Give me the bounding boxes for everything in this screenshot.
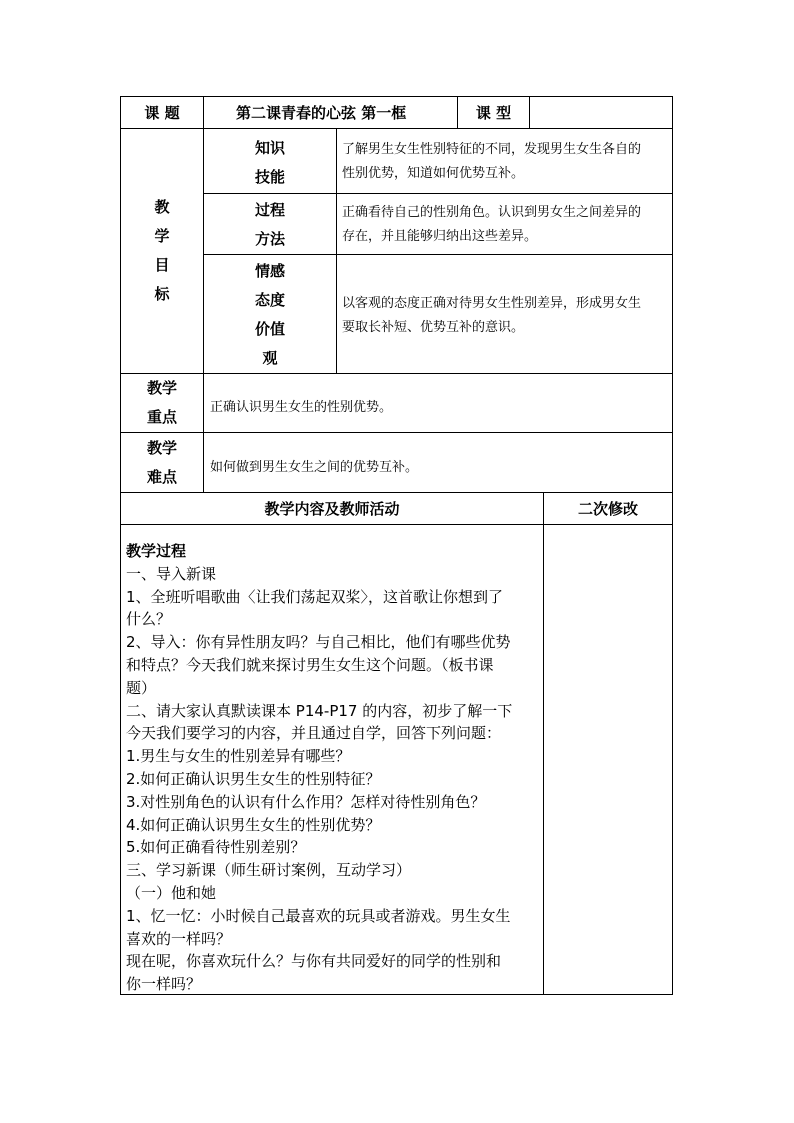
key-point-label-line: 重点: [146, 408, 177, 426]
key-point-label-line: 教学: [146, 379, 177, 397]
process-line: 3.对性别角色的认识有什么作用？怎样对待性别角色？: [126, 792, 486, 811]
table-border-right: [672, 96, 673, 995]
type-label: 课 型: [475, 104, 512, 122]
difficulty-label-line: 教学: [146, 438, 177, 457]
content-activity-header: 教学内容及教师活动: [264, 500, 400, 518]
process-line: 三、学习新课（师生研讨案例，互动学习）: [126, 861, 412, 880]
process-line: 现在呢，你喜欢玩什么？与你有共同爱好的同学的性别和: [126, 952, 502, 971]
process-line: 2.如何正确认识男生女生的性别特征？: [126, 769, 381, 788]
difficulty-label: [121, 433, 203, 492]
revision-header: 二次修改: [577, 500, 638, 518]
objective-label-line: 知识: [254, 139, 285, 157]
process-line: 2、导入：你有异性朋友吗？与自己相比，他们有哪些优势: [126, 633, 511, 652]
difficulty-label-line: 难点: [146, 467, 177, 486]
process-method-content: [342, 201, 670, 249]
objective-label-line: 技能: [254, 168, 285, 186]
objectives-label-char: 目: [154, 256, 170, 274]
process-line: 和特点？今天我们就来探讨男生女生这个问题。（板书课: [126, 655, 494, 674]
objectives-label-char: 教: [154, 198, 170, 216]
process-line: 喜欢的一样吗？: [126, 929, 232, 948]
objective-label-line: 情感: [254, 262, 285, 280]
objective-label-line: 态度: [254, 291, 285, 309]
objectives-label: [121, 129, 203, 373]
objective-content-line: 正确看待自己的性别角色。认识到男女生之间差异的: [342, 205, 642, 220]
attitude-values-content: [342, 292, 670, 340]
knowledge-skill-label: [204, 133, 336, 193]
objectives-label-char: 标: [154, 285, 170, 303]
table-divider: [203, 254, 673, 255]
process-line: 5.如何正确看待性别差别？: [126, 838, 306, 857]
attitude-values-label: [204, 257, 336, 373]
objectives-label-char: 学: [154, 227, 170, 245]
objective-label-line: 方法: [254, 230, 285, 248]
teaching-process-content: [126, 540, 540, 996]
process-line: 4.如何正确认识男生女生的性别优势？: [126, 815, 381, 834]
key-point-label: [121, 374, 203, 432]
process-line: 什么？: [126, 610, 172, 629]
table-divider: [336, 128, 337, 374]
process-line: 你一样吗？: [126, 975, 202, 994]
process-method-label: [204, 196, 336, 254]
knowledge-skill-content: [342, 138, 670, 186]
topic-label: 课 题: [144, 104, 180, 122]
process-line: （一）他和她: [126, 883, 217, 902]
process-line: 1、忆一忆：小时候自己最喜欢的玩具或者游戏。男生女生: [126, 906, 511, 925]
objective-content-line: 性别优势，知道如何优势互补。: [342, 166, 525, 181]
table-divider: [203, 193, 673, 194]
process-line: 今天我们要学习的内容，并且通过自学，回答下列问题：: [126, 724, 502, 743]
objective-label-line: 观: [262, 349, 278, 367]
key-point-content: 正确认识男生女生的性别优势。: [210, 400, 393, 415]
objective-content-line: 了解男生女生性别特征的不同，发现男生女生各自的: [342, 142, 642, 157]
objective-content-line: 以客观的态度正确对待男女生性别差异，形成男女生: [342, 296, 642, 311]
difficulty-content: 如何做到男生女生之间的优势互补。: [210, 460, 419, 475]
objective-label-line: 过程: [254, 201, 285, 219]
process-line: 题）: [126, 678, 157, 697]
objective-content-line: 要取长补短、优势互补的意识。: [342, 320, 525, 335]
process-line: 一、导入新课: [126, 564, 217, 583]
process-line: 教学过程: [126, 542, 187, 560]
topic-value: 第二课青春的心弦 第一框: [236, 104, 407, 122]
objective-label-line: 价值: [254, 320, 285, 338]
type-value: [530, 97, 672, 128]
process-line: 1.男生与女生的性别差异有哪些？: [126, 747, 351, 766]
objective-content-line: 存在，并且能够归纳出这些差异。: [342, 229, 538, 244]
process-line: 1、全班听唱歌曲〈让我们荡起双桨〉，这首歌让你想到了: [126, 587, 504, 606]
process-line: 二、请大家认真默读课本 P14-P17 的内容，初步了解一下: [126, 701, 513, 720]
revision-column: [544, 525, 672, 994]
